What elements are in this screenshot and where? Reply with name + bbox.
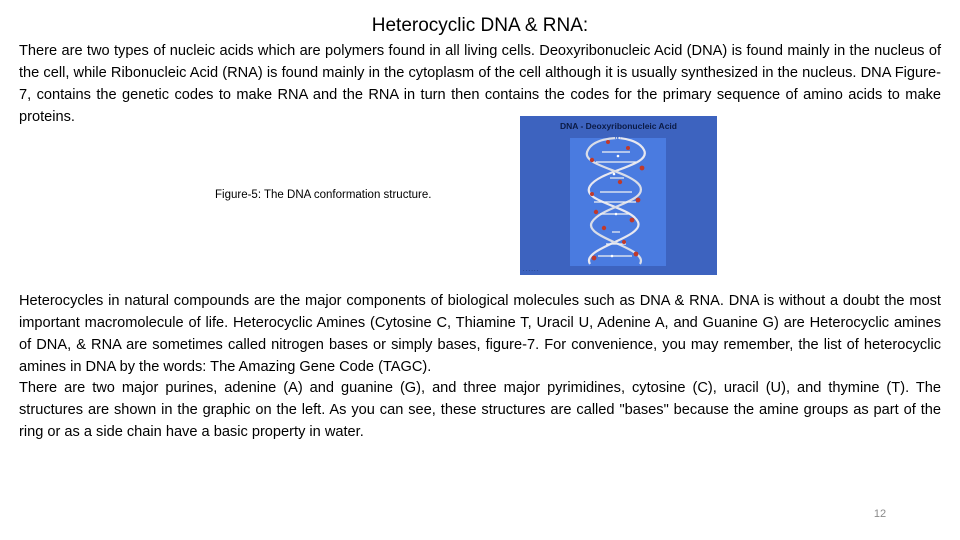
dna-helix-illustration	[520, 116, 717, 275]
dna-figure-title: DNA - Deoxyribonucleic Acid	[560, 121, 677, 131]
figure-caption: Figure-5: The DNA conformation structure.	[215, 189, 432, 201]
paragraph-nucleic-acids: There are two types of nucleic acids which are polymers found in all living cells. Deoxyribonucleic Acid (DNA) is found mainly in the nucleus of the cell, while Ribonucleic Acid (RNA) is found mainly in the cytoplasm of the cell although it is usually synthesized in the nucleus. DNA Figure-7, contains the genetic codes to make RNA and the RNA in turn then contains the codes for the primary sequence of amino acids to make proteins.	[19, 43, 941, 125]
page-number: 12	[873, 508, 887, 520]
paragraph-purines-pyrimidines: There are two major purines, adenine (A) and guanine (G), and three major pyrimidines, cytosine (C), uracil (U), and thymine (T). The structures are shown in the graphic on the left. As you can see, these structures are called "bases" because the amine groups as part of the ring or as a side chain have a basic property in water.	[19, 380, 941, 440]
dna-base-pairs	[594, 152, 636, 256]
dna-strand-b	[587, 138, 641, 264]
slide-title: Heterocyclic DNA & RNA:	[371, 15, 589, 36]
dna-figure-image	[520, 116, 717, 275]
paragraph-heterocycles: Heterocycles in natural compounds are the major components of biological molecules such as DNA & RNA. DNA is without a doubt the most important macromolecule of life. Heterocyclic Amines (Cytosine C, Thiamine T, Uracil U, Adenine A, and Guanine G) are Heterocyclic amines of DNA, & RNA are sometimes called nitrogen bases or simply bases, figure-7. For convenience, you may remember, the list of heterocyclic amines in DNA by the words: The Amazing Gene Code (TAGC).	[19, 293, 941, 375]
figure-footnote: . . . . . .	[523, 267, 539, 273]
